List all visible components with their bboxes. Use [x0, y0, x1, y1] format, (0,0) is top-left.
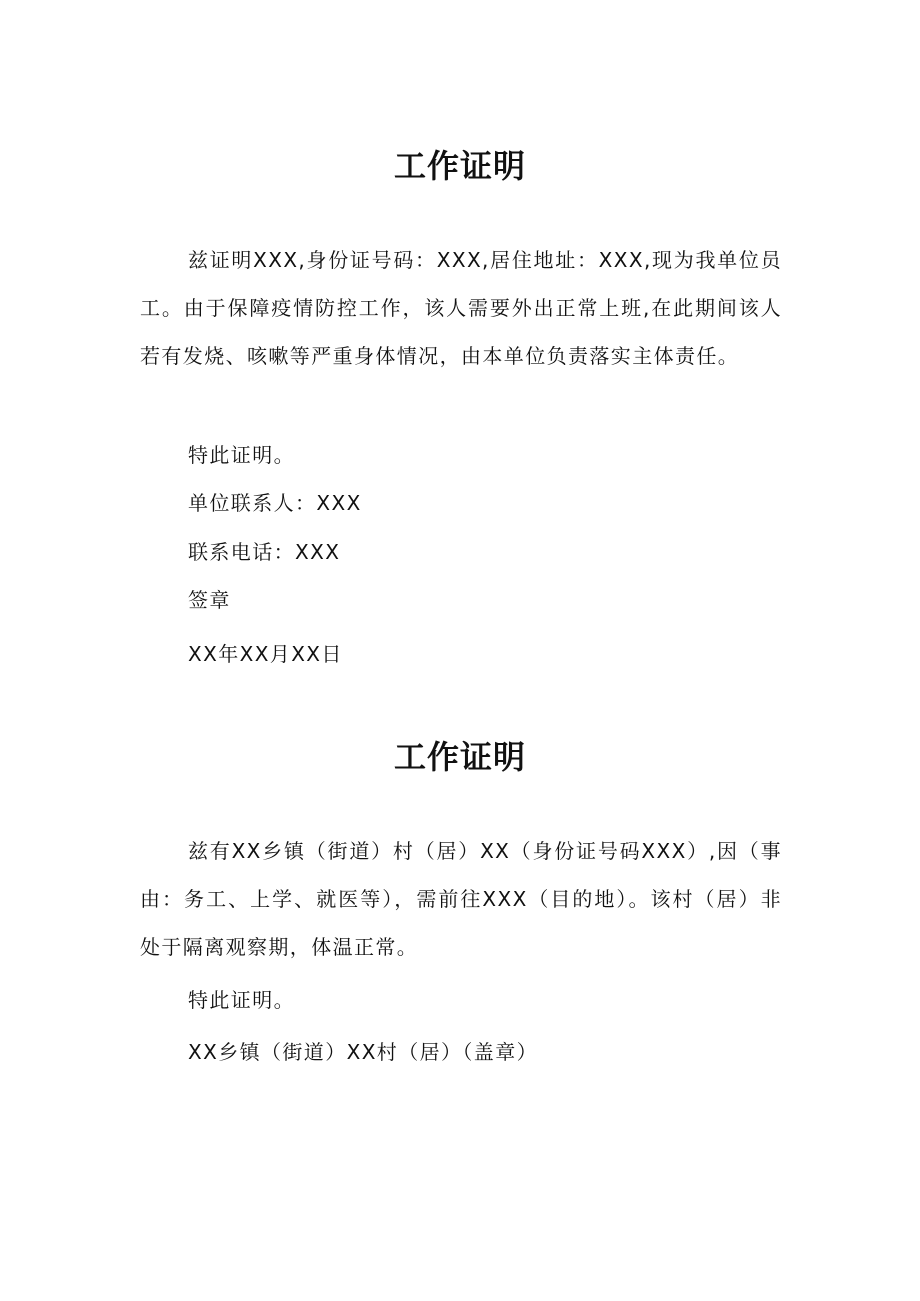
certificate-1-body: 兹证明XXX,身份证号码：XXX,居住地址：XXX,现为我单位员工。由于保障疫情防控工作，该人需要外出正常上班,在此期间该人若有发烧、咳嗽等严重身体情况，由本单位负责落实主体责任。 — [140, 248, 782, 368]
certificate-1-date: XX年XX月XX日 — [188, 642, 343, 666]
certificate-2-issuer: XX乡镇（街道）XX村（居）（盖章） — [188, 1040, 539, 1064]
certificate-1-contact-person: 单位联系人：XXX — [188, 491, 362, 515]
certificate-2-title: 工作证明 — [393, 738, 526, 776]
certificate-2-closing: 特此证明。 — [188, 988, 295, 1012]
certificate-1-closing: 特此证明。 — [188, 443, 295, 467]
certificate-1-seal: 签章 — [188, 588, 231, 612]
certificate-1-contact-phone: 联系电话：XXX — [188, 540, 341, 564]
certificate-2-body: 兹有XX乡镇（街道）村（居）XX（身份证号码XXX）,因（事由：务工、上学、就医等），需前往XXX（目的地）。该村（居）非处于隔离观察期，体温正常。 — [140, 839, 782, 959]
certificate-1-title: 工作证明 — [393, 147, 526, 185]
